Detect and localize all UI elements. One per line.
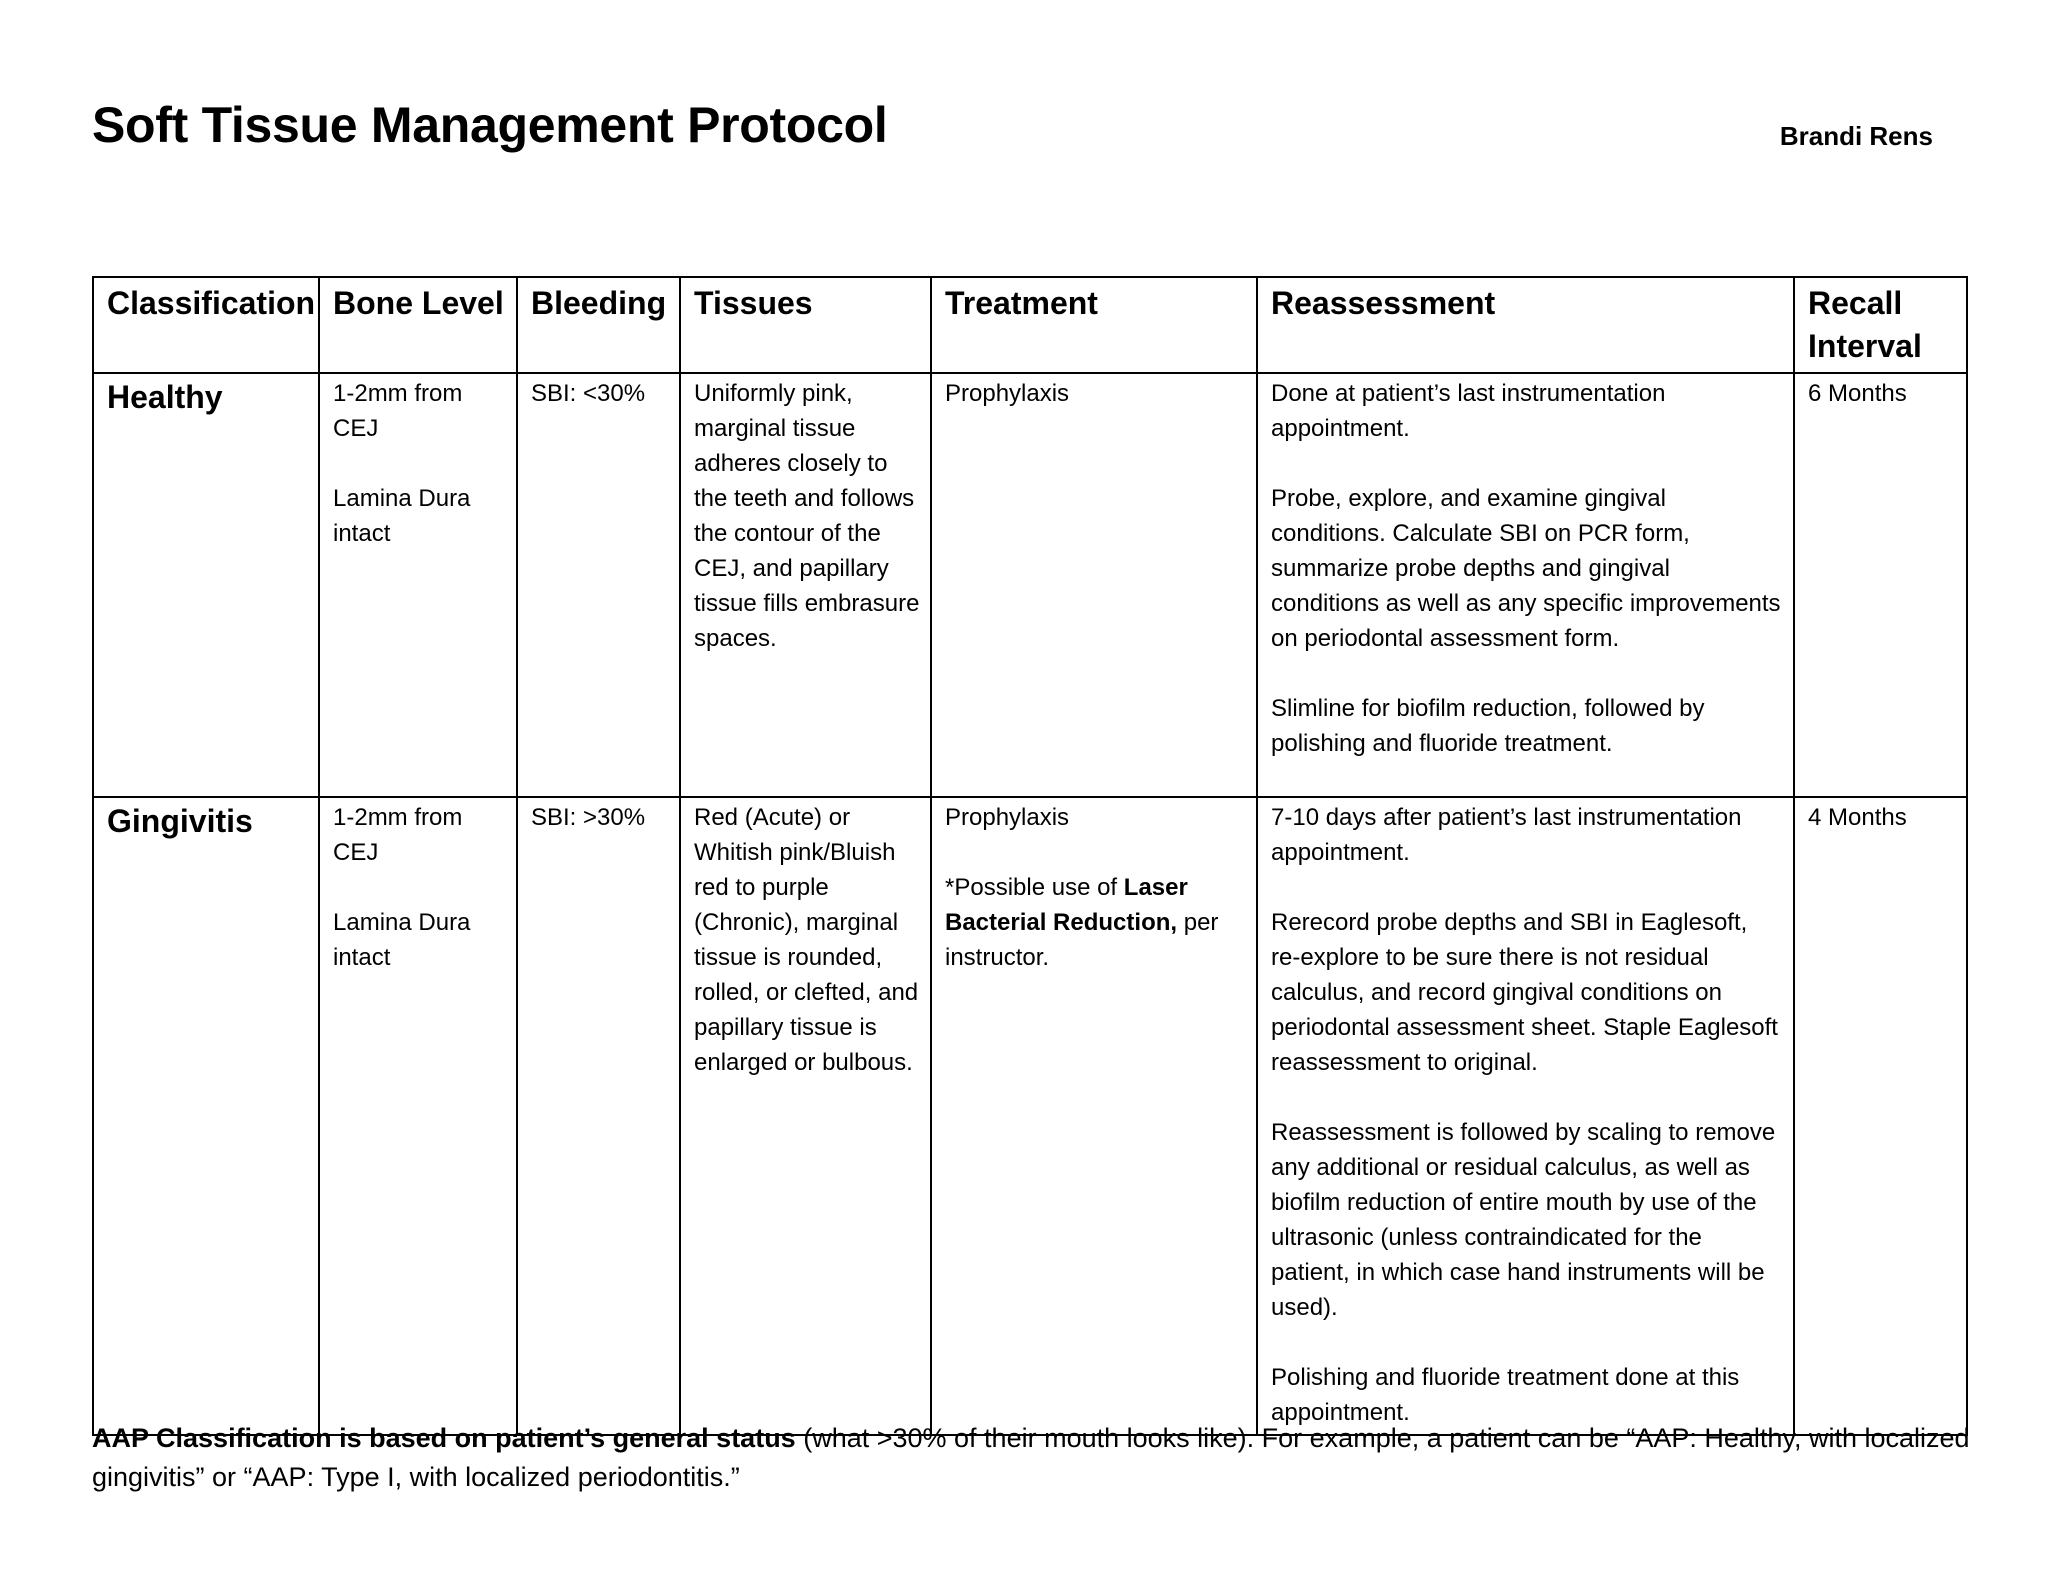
footnote — [92, 1419, 1972, 1497]
classification-cell: Gingivitis — [93, 797, 319, 1435]
column-header-bleeding: Bleeding — [517, 277, 680, 373]
treatment-cell — [931, 373, 1257, 797]
classification-cell: Healthy — [93, 373, 319, 797]
bone-level-cell — [319, 373, 517, 797]
bleeding-cell: SBI: >30% — [517, 797, 680, 1435]
recall-interval-cell: 4 Months — [1794, 797, 1967, 1435]
reassessment-cell — [1257, 373, 1794, 797]
reassessment-text: Rerecord probe depths and SBI in Eaglesoft, re-explore to be sure there is not residual calculus, and record gingival conditions on periodontal assessment sheet. Staple Eaglesoft reassessment to original. — [1271, 909, 1778, 1076]
column-header-tissues: Tissues — [680, 277, 931, 373]
column-header-bone-level: Bone Level — [319, 277, 517, 373]
column-header-treatment: Treatment — [931, 277, 1257, 373]
footnote-text: (what >30% of their mouth looks like). For example, a patient can be “AAP: Healthy, with localized gingivitis” or “AAP: Type I, with localized periodontitis.” — [92, 1423, 1970, 1492]
protocol-table — [92, 276, 1968, 1436]
tissues-cell: Uniformly pink, marginal tissue adheres closely to the teeth and follows the contour of the CEJ, and papillary tissue fills embrasure spaces. — [680, 373, 931, 797]
column-header-reassessment: Reassessment — [1257, 277, 1794, 373]
bone-level-text: Lamina Dura intact — [333, 909, 471, 971]
bone-level-cell — [319, 797, 517, 1435]
recall-interval-cell: 6 Months — [1794, 373, 1967, 797]
bone-level-text: 1-2mm from CEJ — [333, 380, 463, 442]
reassessment-text: Polishing and fluoride treatment done at this appointment. — [1271, 1364, 1740, 1426]
reassessment-cell — [1257, 797, 1794, 1435]
reassessment-text: Slimline for biofilm reduction, followed by polishing and fluoride treatment. — [1271, 695, 1705, 757]
page-title: Soft Tissue Management Protocol — [92, 97, 888, 153]
column-header-recall-interval: Recall Interval — [1794, 277, 1967, 373]
treatment-note — [945, 870, 1246, 975]
reassessment-text: Probe, explore, and examine gingival conditions. Calculate SBI on PCR form, summarize probe depths and gingival conditions as well as any specific improvements on periodontal assessment form. — [1271, 485, 1781, 652]
bone-level-text: 1-2mm from CEJ — [333, 804, 463, 866]
author-name: Brandi Rens — [1779, 121, 1933, 151]
bone-level-text: Lamina Dura intact — [333, 485, 471, 547]
tissues-cell: Red (Acute) or Whitish pink/Bluish red to purple (Chronic), marginal tissue is rounded, rolled, or clefted, and papillary tissue is enlarged or bulbous. — [680, 797, 931, 1435]
treatment-text: Prophylaxis — [945, 804, 1070, 831]
bleeding-cell: SBI: <30% — [517, 373, 680, 797]
treatment-text: Prophylaxis — [945, 380, 1070, 407]
treatment-note-suffix: per instructor. — [945, 909, 1219, 971]
treatment-cell — [931, 797, 1257, 1435]
table-row-gingivitis — [93, 797, 1967, 1435]
treatment-note-emphasis: Laser Bacterial Reduction, — [945, 874, 1188, 936]
table-header-row — [93, 277, 1967, 373]
column-header-classification: Classification — [93, 277, 319, 373]
footnote-bold: AAP Classification is based on patient’s general status — [92, 1423, 796, 1453]
reassessment-text: Reassessment is followed by scaling to remove any additional or residual calculus, as well as biofilm reduction of entire mouth by use of the ultrasonic (unless contraindicated for the patient, in which case hand instruments will be used). — [1271, 1119, 1776, 1321]
treatment-note-prefix: *Possible use of — [945, 874, 1124, 901]
table-row-healthy — [93, 373, 1967, 797]
reassessment-text: 7-10 days after patient’s last instrumentation appointment. — [1271, 804, 1742, 866]
reassessment-text: Done at patient’s last instrumentation appointment. — [1271, 380, 1666, 442]
